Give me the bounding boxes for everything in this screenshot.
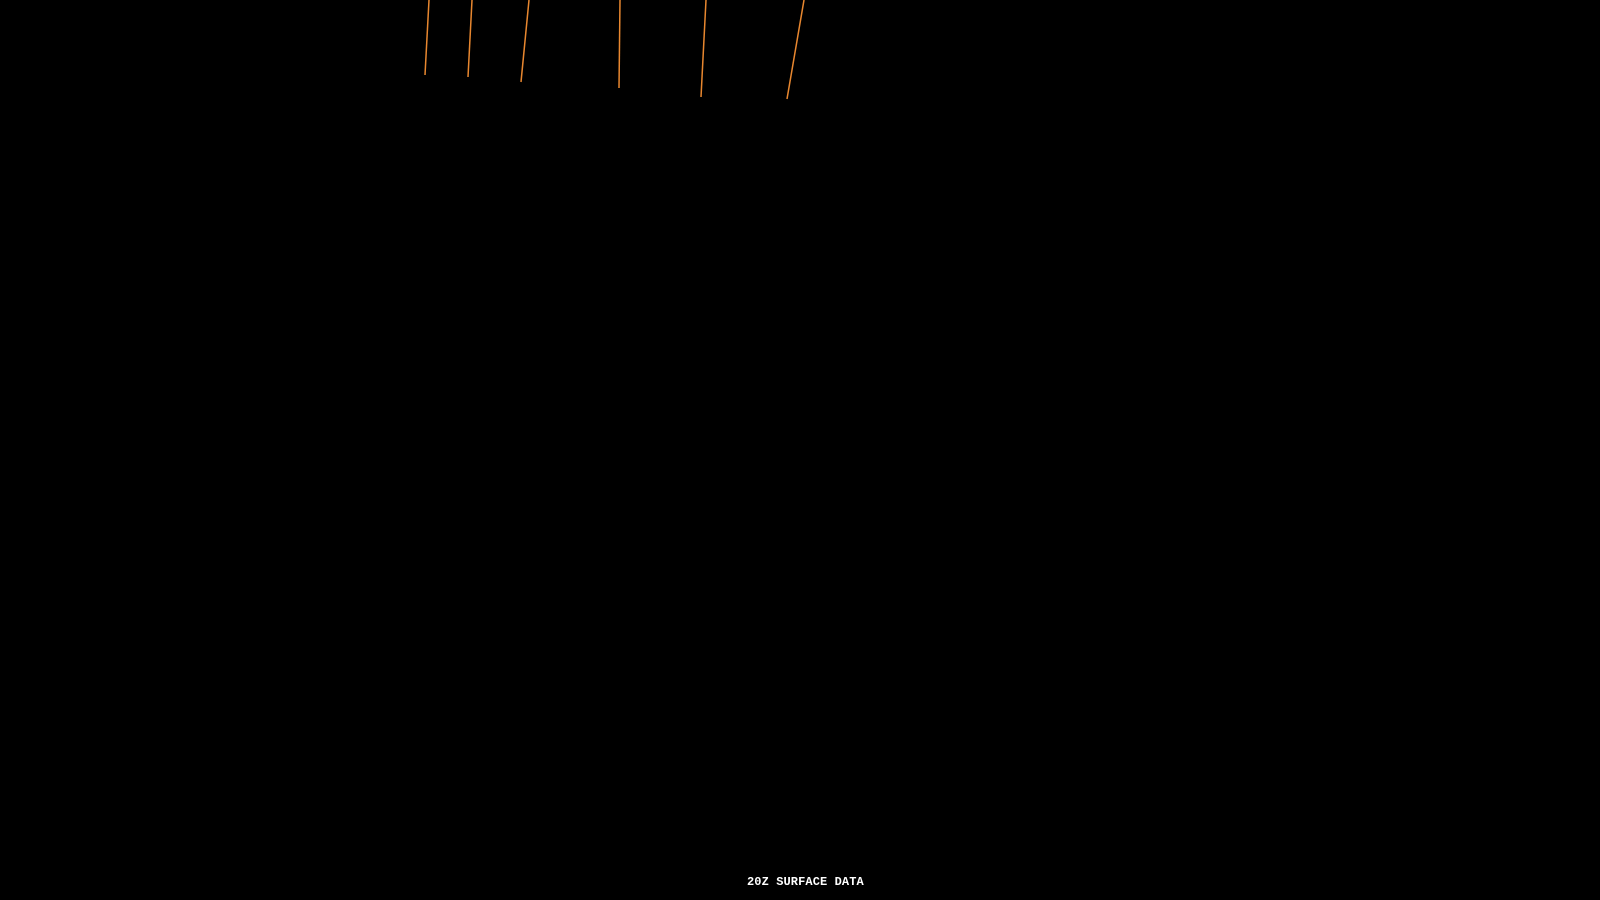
plot-title: 20Z SURFACE DATA bbox=[747, 875, 864, 889]
orange-map-line bbox=[521, 0, 529, 82]
orange-map-line bbox=[787, 0, 804, 99]
orange-map-line bbox=[425, 0, 429, 75]
orange-map-line bbox=[701, 0, 706, 97]
orange-map-line bbox=[619, 0, 620, 88]
orange-map-line bbox=[468, 0, 472, 77]
